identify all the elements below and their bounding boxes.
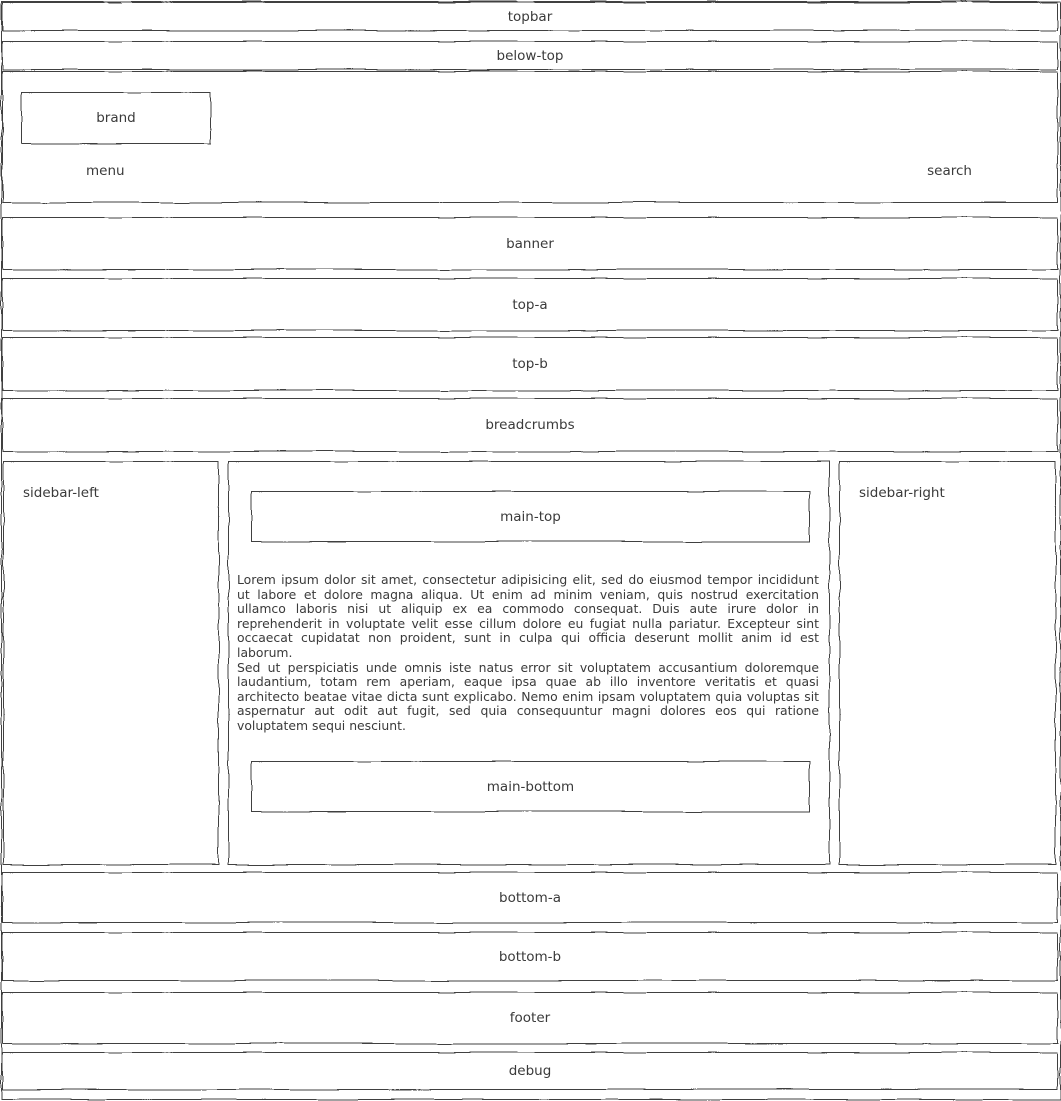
region-header bbox=[2, 71, 1058, 203]
region-label-sidebar-right: sidebar-right bbox=[859, 485, 945, 501]
main-content-text bbox=[237, 573, 819, 734]
region-breadcrumbs bbox=[2, 398, 1058, 452]
sketch-border bbox=[3, 461, 219, 865]
region-top-a bbox=[2, 278, 1058, 331]
region-main bbox=[228, 461, 830, 865]
region-label-main-bottom: main-bottom bbox=[486, 778, 575, 795]
region-main-top bbox=[251, 491, 810, 542]
region-below-top bbox=[2, 41, 1058, 70]
lorem-paragraph-1: Lorem ipsum dolor sit amet, consectetur adipisicing elit, sed do eiusmod tempor incididunt ut labore et dolore magna aliqua. Ut enim ad minim veniam, quis nostrud exercitation ullamco laboris nisi ut aliquip ex ea commodo consequat. Duis aute irure dolor in reprehenderit in voluptate velit esse cillum dolore eu fugiat nulla pariatur. Excepteur sint occaecat cupidatat non proident, sunt in culpa qui officia deserunt mollit anim id est laborum. bbox=[237, 572, 819, 660]
region-topbar bbox=[2, 2, 1058, 31]
region-top-b bbox=[2, 337, 1058, 391]
region-brand bbox=[21, 92, 211, 144]
region-label-bottom-a: bottom-a bbox=[499, 889, 561, 906]
region-label-footer: footer bbox=[509, 1010, 551, 1026]
region-label-below-top: below-top bbox=[496, 47, 564, 64]
region-label-top-a: top-a bbox=[512, 296, 548, 313]
region-bottom-a bbox=[2, 872, 1058, 923]
sketch-border bbox=[839, 461, 1056, 865]
region-label-bottom-b: bottom-b bbox=[498, 948, 562, 965]
region-label-sidebar-left: sidebar-left bbox=[23, 485, 99, 501]
region-footer bbox=[2, 992, 1058, 1044]
region-banner bbox=[2, 217, 1058, 270]
region-label-debug: debug bbox=[508, 1063, 552, 1079]
region-label-menu: menu bbox=[86, 163, 125, 179]
region-main-bottom bbox=[251, 761, 810, 812]
region-sidebar-left bbox=[3, 461, 219, 865]
region-label-banner: banner bbox=[506, 235, 554, 252]
region-label-main-top: main-top bbox=[500, 508, 561, 525]
region-sidebar-right bbox=[839, 461, 1056, 865]
region-label-topbar: topbar bbox=[507, 8, 553, 25]
region-label-top-b: top-b bbox=[512, 356, 548, 372]
region-label-brand: brand bbox=[96, 110, 136, 126]
lorem-paragraph-2: Sed ut perspiciatis unde omnis iste natus error sit voluptatem accusantium doloremque laudantium, totam rem aperiam, eaque ipsa quae ab illo inventore veritatis et quasi architecto beatae vitae dicta sunt explicabo. Nemo enim ipsam voluptatem quia voluptas sit aspernatur aut odit aut fugit, sed quia consequuntur magni dolores eos qui ratione voluptatem sequi nesciunt. bbox=[237, 659, 819, 733]
region-label-breadcrumbs: breadcrumbs bbox=[485, 417, 575, 433]
region-debug bbox=[2, 1052, 1058, 1090]
region-label-search: search bbox=[927, 163, 972, 179]
region-bottom-b bbox=[2, 932, 1058, 981]
